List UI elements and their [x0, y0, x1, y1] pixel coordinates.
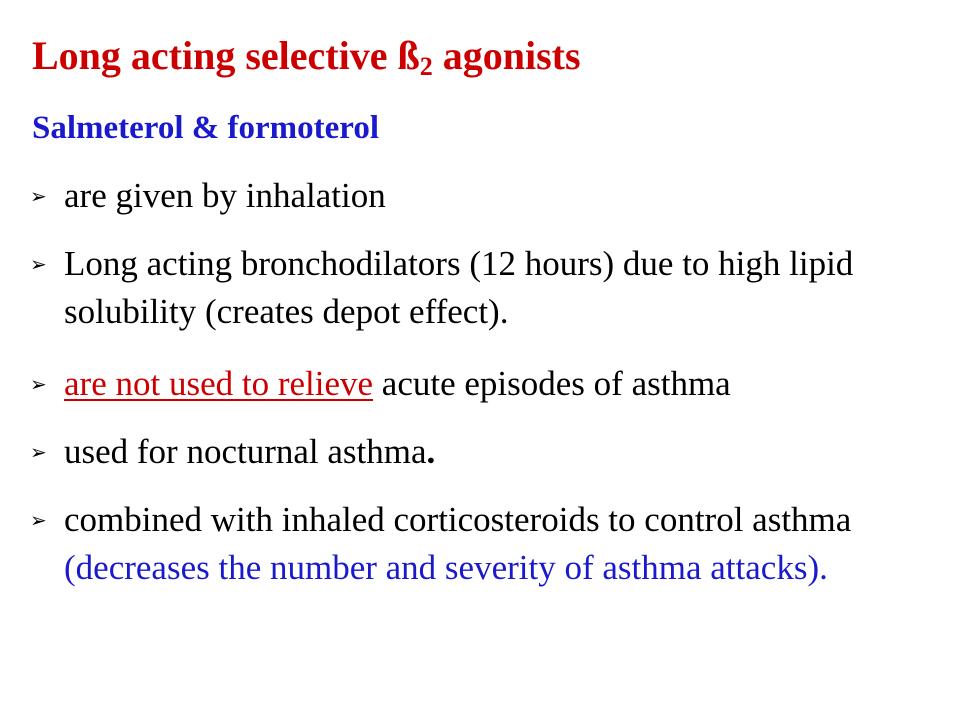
- bullet-note: (decreases the number and severity of asthma attacks).: [64, 548, 828, 587]
- bullet-text: [64, 360, 910, 408]
- arrow-bullet-icon: ➢: [30, 184, 47, 208]
- slide-subtitle: Salmeterol & formoterol: [32, 110, 379, 146]
- bullet-text: Long acting bronchodilators (12 hours) due to high lipid solubility (creates depot effect).: [64, 244, 854, 331]
- bullet-text: are given by inhalation: [64, 176, 386, 215]
- bullet-text: [64, 496, 910, 592]
- highlighted-phrase: are not used to relieve: [64, 364, 374, 403]
- bullet-item-3: [30, 360, 910, 408]
- bullet-text-main: used for nocturnal asthma: [64, 432, 427, 471]
- bullet-text: [64, 428, 910, 476]
- bullet-text-rest: acute episodes of asthma: [373, 364, 731, 403]
- bullet-item-5: [30, 496, 910, 592]
- arrow-bullet-icon: ➢: [30, 508, 47, 532]
- arrow-bullet-icon: ➢: [30, 440, 47, 464]
- slide-title: [32, 32, 581, 82]
- bullet-item-2: [30, 240, 910, 336]
- arrow-bullet-icon: ➢: [30, 252, 47, 276]
- title-main: Long acting selective ß: [32, 33, 420, 78]
- title-subscript: 2: [419, 52, 433, 81]
- bullet-item-1: [30, 172, 910, 220]
- bullet-text-main: combined with inhaled corticosteroids to control asthma: [64, 500, 852, 539]
- bullet-period: .: [426, 432, 436, 471]
- arrow-bullet-icon: ➢: [30, 372, 47, 396]
- bullet-item-4: [30, 428, 910, 476]
- title-end: agonists: [432, 33, 581, 78]
